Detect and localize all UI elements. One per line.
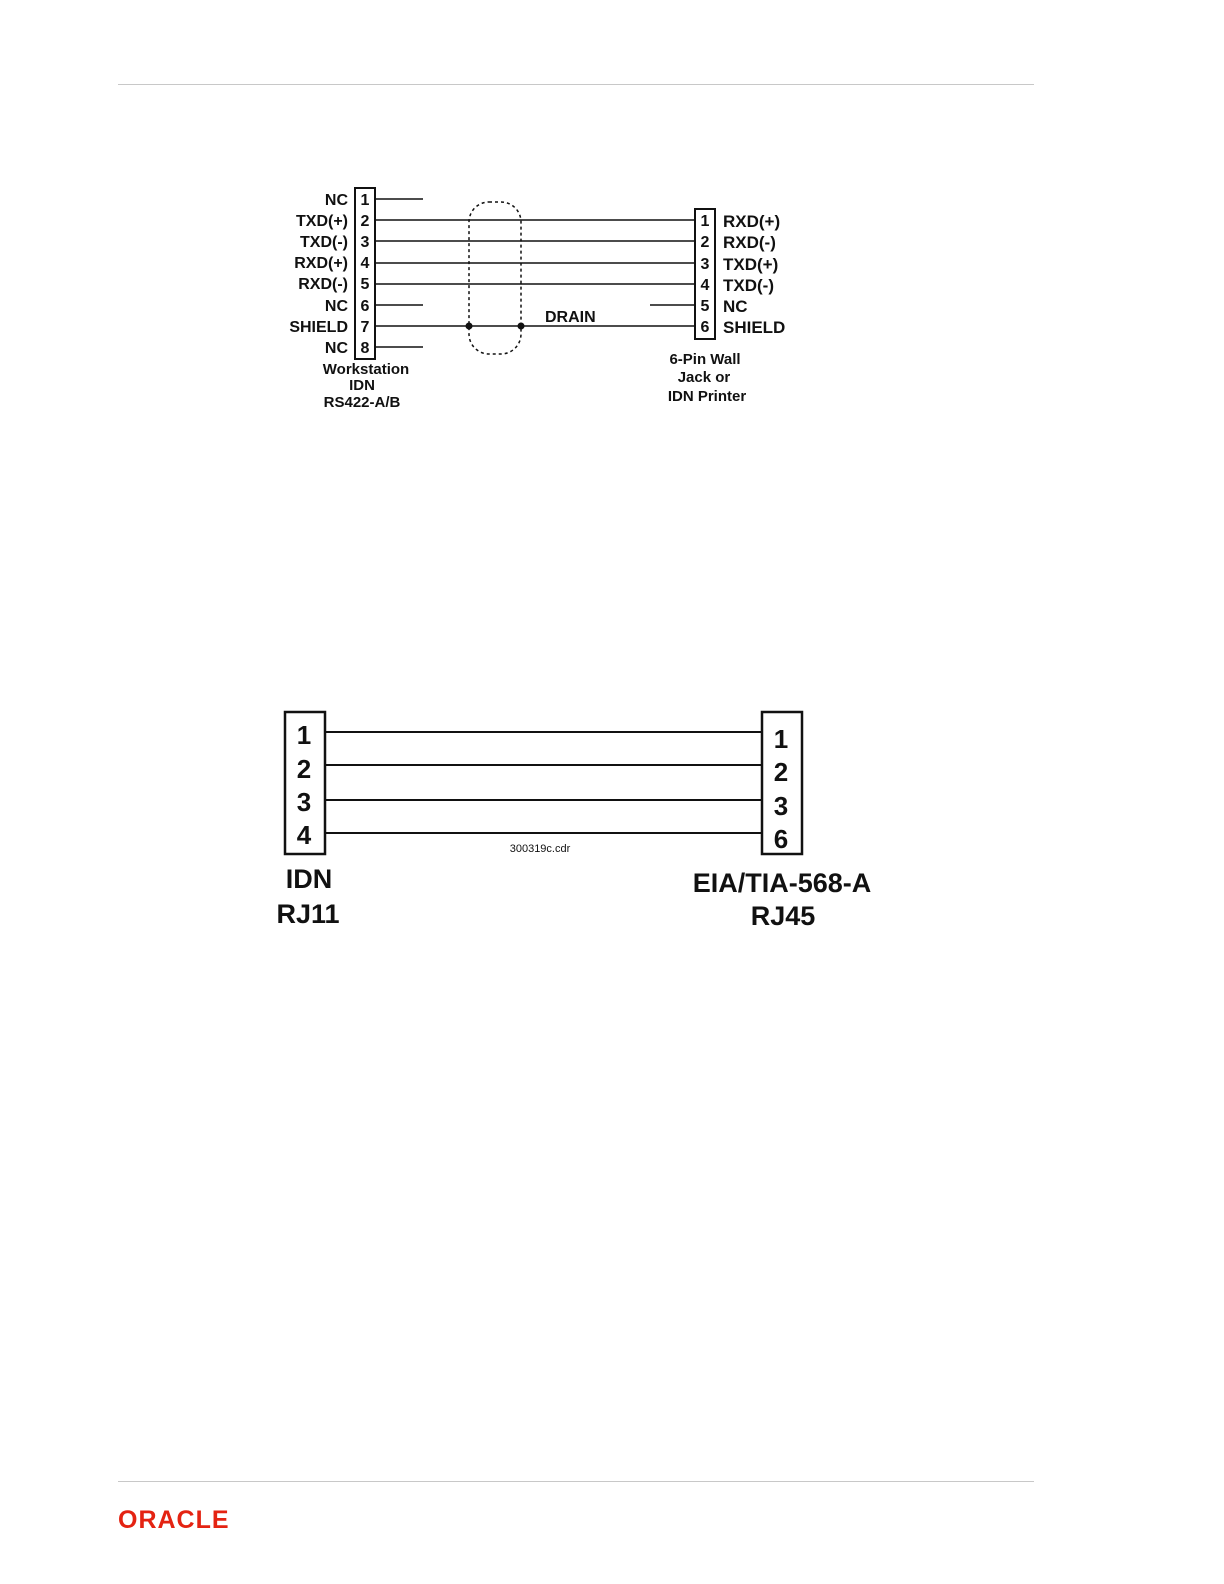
right-pin-number: 6 (700, 319, 710, 336)
right-pin-label: TXD(+) (723, 255, 779, 274)
left-pin-label: NC (324, 340, 348, 357)
rj45-pin-number: 6 (773, 824, 789, 854)
rj11-rj45-diagram (0, 700, 1224, 940)
left-pin-label: TXD(+) (296, 213, 348, 230)
right-connector-caption: 6-Pin Wall (669, 351, 741, 368)
right-pin-number: 4 (700, 277, 710, 294)
left-pin-label: RXD(-) (298, 276, 348, 293)
drain-junction-dot (518, 323, 525, 330)
rj11-pin-number: 1 (296, 720, 312, 750)
left-pin-label: SHIELD (289, 319, 348, 336)
footer-rule (118, 1481, 1034, 1482)
right-pin-label: NC (723, 297, 748, 316)
right-connector-caption: IDN Printer (667, 388, 747, 405)
left-pin-number: 7 (360, 319, 370, 336)
rj11-pin-number: 3 (296, 787, 312, 817)
right-pin-label: SHIELD (723, 318, 786, 337)
left-pin-number: 2 (360, 213, 370, 230)
right-pin-number: 3 (700, 256, 710, 273)
left-pin-label: NC (324, 298, 348, 315)
right-pin-label: RXD(+) (723, 212, 781, 231)
rj45-pin-number: 2 (773, 757, 789, 787)
right-pin-number: 5 (700, 298, 710, 315)
right-pin-number: 1 (700, 213, 710, 230)
left-pin-number: 5 (360, 276, 370, 293)
rj45-pin-number: 1 (773, 724, 789, 754)
header-rule (118, 84, 1034, 85)
rj45-caption: EIA/TIA-568-A (692, 868, 872, 898)
rj11-pin-number: 4 (296, 820, 312, 850)
cable-shield-outline (469, 202, 521, 354)
left-pin-number: 3 (360, 234, 370, 251)
right-pin-number: 2 (700, 234, 710, 251)
rj11-caption: IDN (285, 864, 333, 894)
left-pin-number: 1 (360, 192, 370, 209)
file-name-label: 300319c.cdr (509, 843, 571, 855)
rj45-pin-number: 3 (773, 791, 789, 821)
rj11-caption: RJ11 (276, 899, 340, 929)
right-pin-label: TXD(-) (723, 276, 774, 295)
left-pin-label: NC (324, 192, 348, 209)
right-connector-caption: Jack or (677, 369, 731, 386)
drain-label: DRAIN (545, 309, 596, 326)
drain-junction-dot (466, 323, 473, 330)
oracle-logo: ORACLE (118, 1506, 230, 1534)
left-connector-caption: Workstation (322, 361, 410, 378)
rj11-pin-number: 2 (296, 754, 312, 784)
rj45-caption: RJ45 (750, 901, 816, 931)
left-pin-number: 6 (360, 298, 370, 315)
left-pin-number: 4 (360, 255, 370, 272)
right-pin-label: RXD(-) (723, 233, 776, 252)
left-pin-number: 8 (360, 340, 370, 357)
left-pin-label: RXD(+) (294, 255, 348, 272)
left-pin-label: TXD(-) (300, 234, 348, 251)
left-connector-caption: RS422-A/B (323, 394, 401, 411)
left-connector-caption: IDN (349, 377, 375, 394)
rs422-wiring-diagram (0, 180, 1224, 420)
